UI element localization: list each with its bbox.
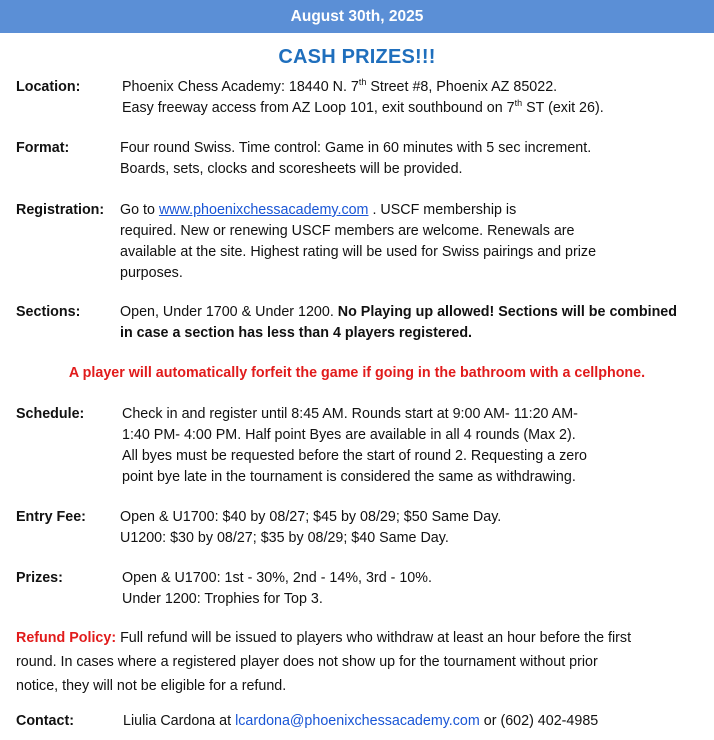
- location-label: Location:: [16, 79, 81, 95]
- registration-value: Go to www.phoenixchessacademy.com . USCF membership is required. New or renewing USCF members are welcome. Renewals are available at the site. Highest rating will be used for Swiss pairings and prize purposes.: [120, 202, 597, 281]
- contact-email-link[interactable]: lcardona@phoenixchessacademy.com: [235, 713, 480, 729]
- entry-fee-value: Open & U1700: $40 by 08/27; $45 by 08/29; $50 Same Day. U1200: $30 by 08/27; $35 by 08/29; $40 Same Day.: [120, 509, 502, 546]
- contact-value: Liulia Cardona at lcardona@phoenixchessacademy.com or (602) 402-4985: [123, 713, 599, 729]
- entry-fee-label: Entry Fee:: [16, 509, 86, 525]
- refund-policy: Refund Policy: Full refund will be issued to players who withdraw at least an hour before the first round. In cases where a registered player does not show up for the tournament without prior notice, they will not be eligible for a refund.: [16, 630, 632, 694]
- schedule-label: Schedule:: [16, 406, 85, 422]
- schedule-value: Check in and register until 8:45 AM. Rounds start at 9:00 AM- 11:20 AM- 1:40 PM- 4:00 PM. Half point Byes are available in all 4 rounds (Max 2). All byes must be requested before the start of round 2. Requesting a zero point bye late in the tournament is considered the same as withdrawing.: [122, 406, 587, 485]
- location-value: Phoenix Chess Academy: 18440 N. 7th Street #8, Phoenix AZ 85022. Easy freeway access from AZ Loop 101, exit southbound on 7th ST (exit 26).: [122, 77, 604, 116]
- refund-policy-label: Refund Policy:: [16, 630, 117, 646]
- cellphone-forfeit-warning: A player will automatically forfeit the game if going in the bathroom with a cellphone.: [68, 365, 646, 381]
- prizes-value: Open & U1700: 1st - 30%, 2nd - 14%, 3rd - 10%. Under 1200: Trophies for Top 3.: [122, 570, 432, 607]
- format-label: Format:: [16, 140, 70, 156]
- cash-prizes-headline: CASH PRIZES!!!: [278, 46, 436, 68]
- sections-value: Open, Under 1700 & Under 1200. No Playing up allowed! Sections will be combined in case a section has less than 4 players registered.: [120, 304, 677, 341]
- prizes-label: Prizes:: [16, 570, 63, 586]
- contact-label: Contact:: [16, 713, 74, 729]
- date-banner: [0, 0, 714, 33]
- registration-label: Registration:: [16, 202, 105, 218]
- academy-website-link[interactable]: www.phoenixchessacademy.com: [158, 202, 369, 218]
- format-value: Four round Swiss. Time control: Game in 60 minutes with 5 sec increment. Boards, sets, clocks and scoresheets will be provided.: [120, 140, 592, 177]
- event-date: August 30th, 2025: [290, 7, 424, 25]
- sections-label: Sections:: [16, 304, 81, 320]
